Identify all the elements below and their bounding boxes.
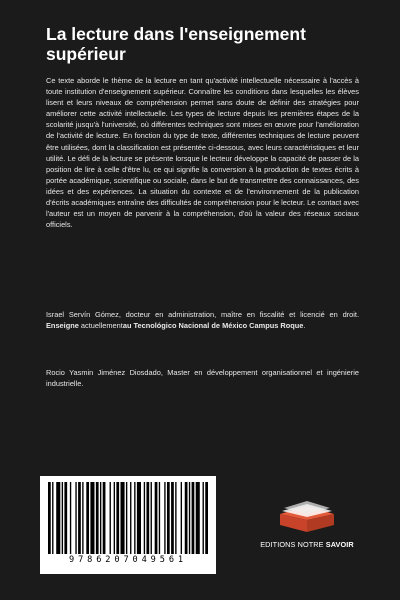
barcode-bar	[86, 482, 89, 554]
book-stack-icon	[272, 496, 342, 536]
barcode-bar	[167, 482, 170, 554]
back-cover-blurb: Ce texte aborde le thème de la lecture en tant qu'activité intellectuelle nécessaire à l'accès à toute institution d'enseignement supérieur. Connaître les conditions dans lesquelles les élèves lisent et leurs niveaux de compréhension permet sans doute de définir des stratégies pour améliorer cette activité intellectuelle. Les types de lecture depuis les premières étapes de la scolarité jusqu'à l'université, où différentes techniques sont mises en œuvre pour l'amélioration de l'activité de lecture. En fonction du type de texte, différentes techniques de lecture peuvent être utilisées, dont la classification est présentée ci-dessous, avec leurs caractéristiques et leur utilité. Le défi de la lecture se présente lorsque le lecteur développe la capacité de passer de la position de lire à celle d'être lu, ce qui signifie la conversion à la production de textes écrits à portée académique, scientifique ou sociale, dans le but de transmettre des connaissances, des idées et des expériences. La situation du contexte et de l'environnement de la publication d'écrits académiques entraîne des difficultés de compréhension pour le lecteur. Le contact avec l'auteur est un moyen de parvenir à la compréhension, d'où la valeur des réseaux sociaux officiels.	[46, 76, 359, 230]
barcode-bar	[120, 482, 124, 554]
barcode-bar	[185, 482, 188, 554]
barcode-bar	[56, 482, 60, 554]
barcode-bar	[70, 482, 71, 554]
author-bio-2: Rocio Yasmin Jiménez Diosdado, Master en développement organisationnel et ingénierie industrielle.	[46, 368, 359, 389]
barcode-bar	[137, 482, 141, 554]
publisher-logo	[248, 496, 366, 556]
barcode-bars	[48, 482, 208, 554]
barcode-bar	[196, 482, 200, 554]
barcode-bar	[100, 482, 101, 554]
barcode-bar	[171, 482, 174, 554]
barcode-bar	[155, 482, 158, 554]
barcode-bar	[146, 482, 149, 554]
barcode-bar	[203, 482, 204, 554]
barcode-bar	[134, 482, 135, 554]
barcode-bar	[130, 482, 131, 554]
author-bio-1-institution: au Tecnológico Nacional de México Campus Roque	[122, 321, 304, 331]
barcode-bar	[52, 482, 53, 554]
author-bio-1-mid: actuellement	[78, 321, 123, 331]
barcode-bar	[90, 482, 94, 554]
barcode-bar	[78, 482, 81, 554]
author-bio-1	[46, 309, 359, 331]
barcode-bar	[181, 482, 182, 554]
author-bio-1-text: Israel Servín Gómez, docteur en administration, maître en fiscalité et licencié en droit.	[46, 310, 359, 319]
barcode-bar	[114, 482, 115, 554]
publisher-name-part2: SAVOIR	[325, 540, 354, 549]
publisher-name-part1: EDITIONS NOTRE	[260, 540, 326, 549]
barcode-bar	[75, 482, 76, 554]
barcode-bar	[64, 482, 67, 554]
barcode-bar	[116, 482, 119, 554]
author-bio-1-bold-verb: Enseigne	[46, 321, 79, 331]
isbn-barcode	[40, 476, 216, 574]
barcode-bar	[62, 482, 63, 554]
barcode-bar	[151, 482, 152, 554]
publisher-name	[248, 540, 366, 549]
barcode-bar	[144, 482, 145, 554]
barcode-bar	[192, 482, 195, 554]
barcode-bar	[82, 482, 83, 554]
barcode-bar	[103, 482, 106, 554]
barcode-bar	[159, 482, 160, 554]
barcode-bar	[189, 482, 190, 554]
barcode-bar	[164, 482, 165, 554]
barcode-bar	[96, 482, 99, 554]
barcode-bar	[48, 482, 51, 554]
book-title: La lecture dans l'enseignement supérieur	[46, 24, 306, 64]
barcode-bar	[126, 482, 127, 554]
barcode-bar	[175, 482, 176, 554]
barcode-bar	[205, 482, 208, 554]
author-bio-1-end: .	[303, 321, 306, 331]
isbn-number: 9786207049561	[69, 555, 187, 565]
barcode-bar	[110, 482, 111, 554]
